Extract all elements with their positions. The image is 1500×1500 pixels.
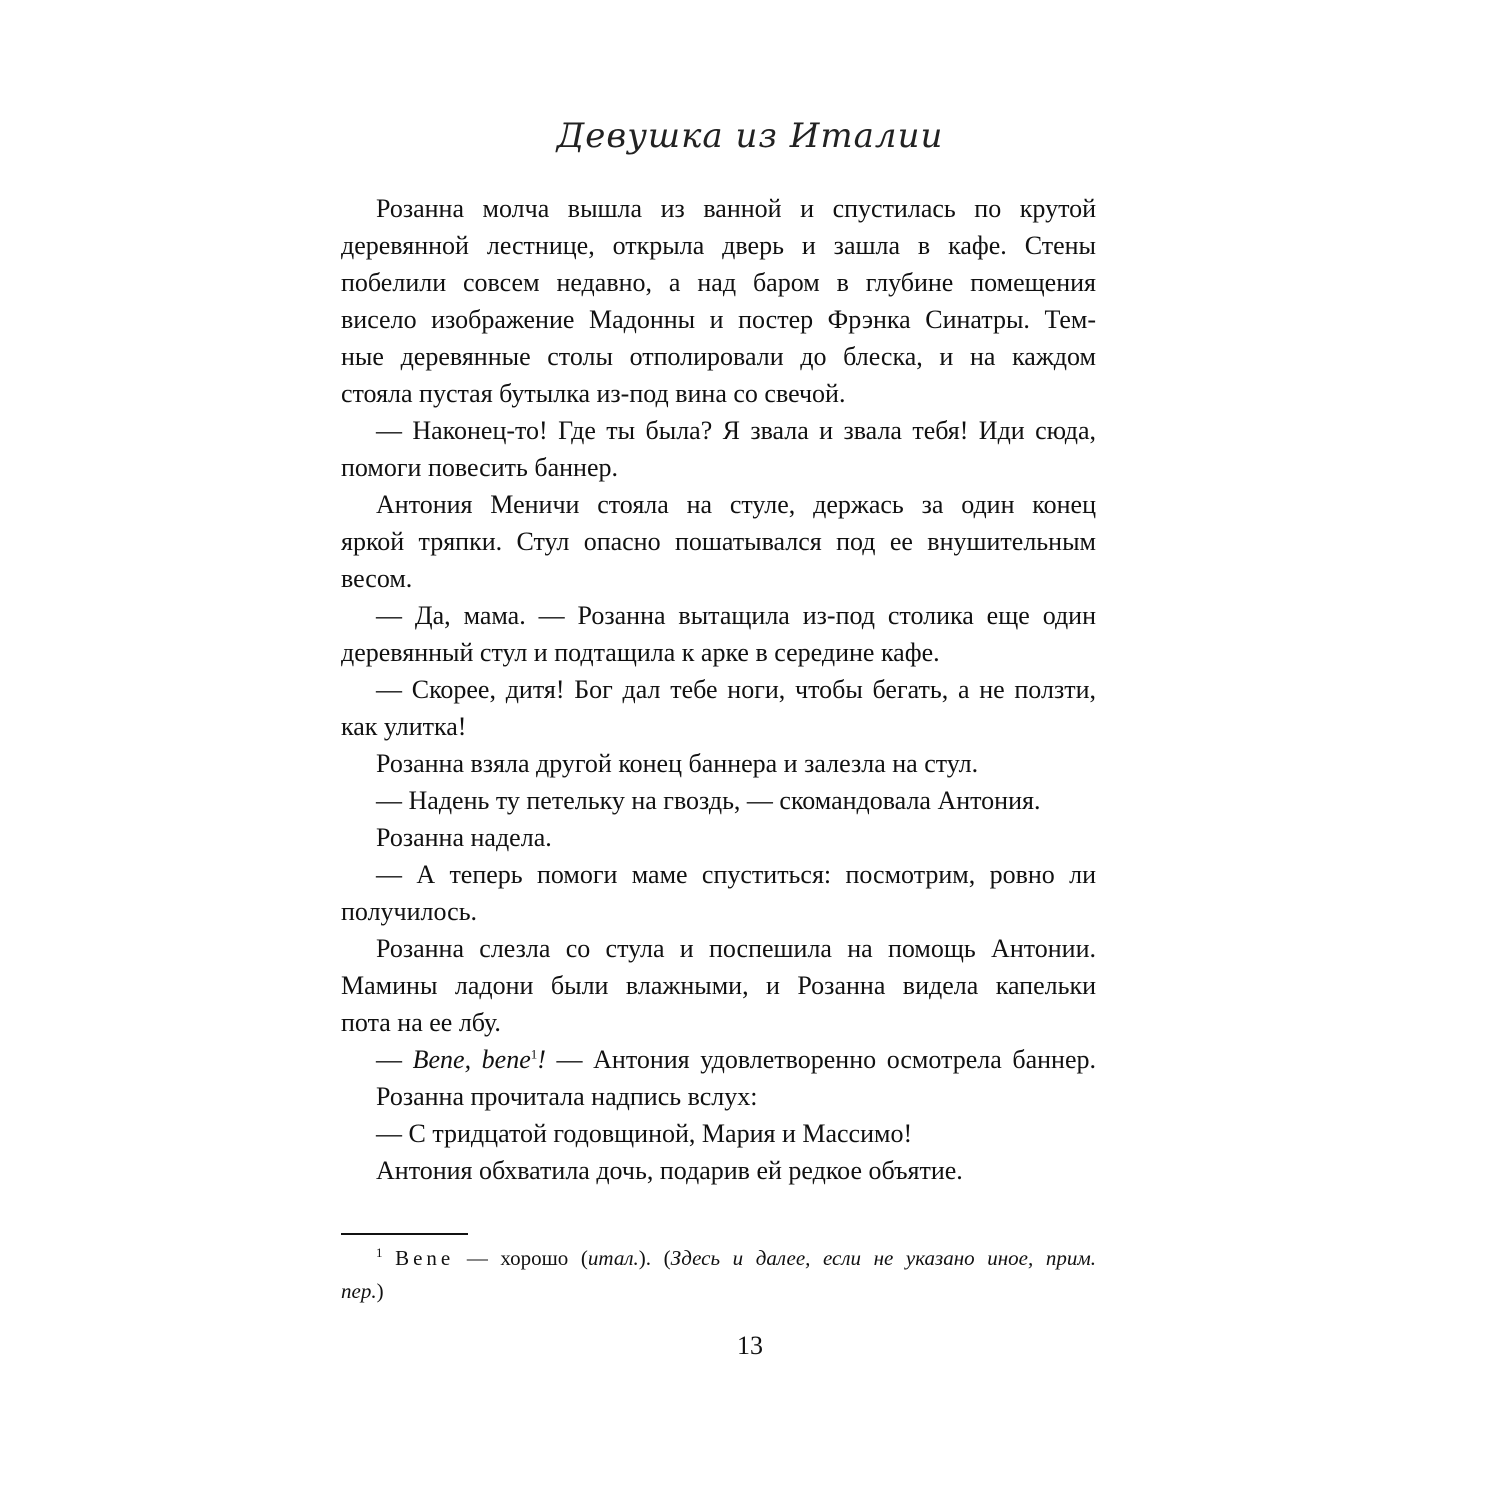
text-line: Розанна взяла другой конец баннера и залезла на стул.: [376, 749, 979, 778]
footnote-lang: итал.: [587, 1246, 639, 1270]
text-line: — А теперь помоги маме спуститься: посмотрим, ровно ли: [376, 860, 1096, 889]
footnote-mark: 1: [376, 1245, 383, 1260]
footnote-term: Bene: [395, 1246, 455, 1270]
text-line: Розанна слезла со стула и поспешила на помощь Антонии.: [376, 934, 1096, 963]
text-line: деревянный стул и подтащила к арке в середине кафе.: [341, 638, 940, 667]
text-line: стояла пустая бутылка из-под вина со свечой.: [341, 379, 846, 408]
bene-italic: Bene, bene: [412, 1045, 531, 1074]
footnote-definition: — хорошо (: [454, 1246, 588, 1270]
text-line: получилось.: [341, 897, 478, 926]
text-line: висело изображение Мадонны и постер Фрэнка Синатры. Тем-: [341, 305, 1096, 334]
footnote: [341, 1242, 1096, 1308]
text-line: Розанна молча вышла из ванной и спустилась по крутой: [376, 194, 1096, 223]
footnote-reference: 1: [530, 1046, 538, 1062]
text-line: помоги повесить баннер.: [341, 453, 618, 482]
text-line: — Да, мама. — Розанна вытащила из-под столика еще один: [376, 601, 1096, 630]
text-line: деревянной лестнице, открыла дверь и зашла в кафе. Стены: [341, 231, 1096, 260]
text-line: — С тридцатой годовщиной, Мария и Массимо!: [376, 1119, 913, 1148]
text-line: побелили совсем недавно, а над баром в глубине помещения: [341, 268, 1096, 297]
text-line: ные деревянные столы отполировали до блеска, и на каждом: [341, 342, 1096, 371]
footnote-rule: [341, 1233, 468, 1235]
footnote-line: [341, 1242, 1096, 1275]
text-line: яркой тряпки. Стул опасно пошатывался под ее внушительным: [341, 527, 1096, 556]
bene-dash: —: [376, 1045, 402, 1074]
text-line-bene: [341, 1041, 1096, 1078]
footnote-close: ). (: [638, 1246, 671, 1270]
running-head: Девушка из Италии: [556, 116, 944, 156]
footnote-close-2: ): [376, 1279, 384, 1303]
text-line: как улитка!: [341, 712, 467, 741]
text-line: Розанна надела.: [376, 823, 552, 852]
footnote-line: [341, 1275, 1096, 1308]
text-line: пота на ее лбу.: [341, 1008, 501, 1037]
footnote-note: Здесь и далее, если не указано иное, прим.: [670, 1246, 1096, 1270]
text-line: Мамины ладони были влажными, и Розанна видела капельки: [341, 971, 1096, 1000]
body-text: [341, 190, 1096, 1189]
text-line: — Надень ту петельку на гвоздь, — скомандовала Антония.: [376, 786, 1041, 815]
text-line: весом.: [341, 564, 413, 593]
text-line: — Наконец-то! Где ты была? Я звала и звала тебя! Иди сюда,: [376, 416, 1096, 445]
text-line: Розанна прочитала надпись вслух:: [376, 1082, 758, 1111]
bene-rest: — Антония удовлетворенно осмотрела баннер.: [545, 1045, 1096, 1074]
footnote-note-end: пер.: [341, 1279, 377, 1303]
bene-exclamation: !: [537, 1045, 546, 1074]
text-line: Антония обхватила дочь, подарив ей редкое объятие.: [376, 1156, 963, 1185]
text-line: Антония Меничи стояла на стуле, держась за один конец: [376, 490, 1096, 519]
page-number: 13: [737, 1331, 763, 1360]
text-line: — Скорее, дитя! Бог дал тебе ноги, чтобы бегать, а не ползти,: [376, 675, 1096, 704]
